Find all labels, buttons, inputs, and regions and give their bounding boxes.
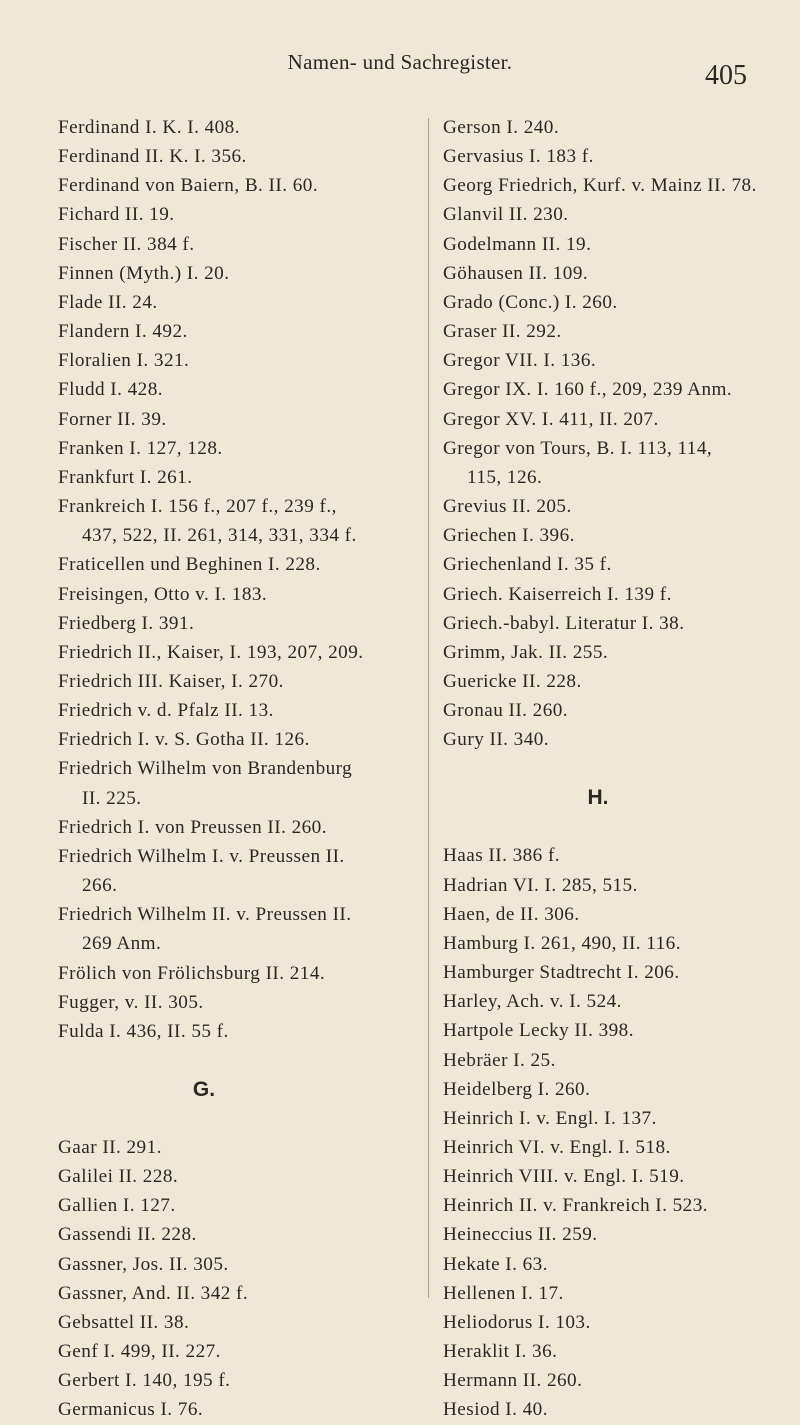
index-entry-continuation	[58, 521, 410, 550]
index-entry: Freisingen, Otto v. I. 183.	[58, 583, 268, 605]
index-entry: Fichard II. 19.	[58, 204, 175, 226]
index-entry-continuation	[58, 929, 410, 958]
index-entry: Hamburger Stadtrecht I. 206.	[443, 962, 680, 984]
index-entry: Hermann II. 260.	[443, 1370, 583, 1392]
index-entry: Friedrich II., Kaiser, I. 193, 207, 209.	[58, 641, 364, 663]
index-entry: Flade II. 24.	[58, 291, 158, 313]
index-section-g-continued	[443, 113, 798, 754]
index-entry: Friedrich v. d. Pfalz II. 13.	[58, 700, 274, 722]
index-entry: Haen, de II. 306.	[443, 903, 580, 925]
index-entry: Gregor VII. I. 136.	[443, 350, 597, 372]
index-entry: Grimm, Jak. II. 255.	[443, 641, 609, 663]
index-entry: Gassendi II. 228.	[58, 1224, 197, 1246]
index-entry: Gallien I. 127.	[58, 1195, 176, 1217]
index-entry: Friedrich Wilhelm von Brandenburg	[58, 758, 353, 780]
index-entry-continuation	[58, 784, 410, 813]
index-entry-continuation	[443, 463, 798, 492]
index-entry: Heinrich VIII. v. Engl. I. 519.	[443, 1166, 685, 1188]
index-entry: Fugger, v. II. 305.	[58, 991, 204, 1013]
right-column	[443, 113, 798, 1425]
index-entry: Grado (Conc.) I. 260.	[443, 291, 618, 313]
index-entry: Gervasius I. 183 f.	[443, 146, 594, 168]
index-entry: Gury II. 340.	[443, 729, 550, 751]
left-column	[58, 113, 410, 1425]
index-entry: Glanvil II. 230.	[443, 204, 569, 226]
index-entry: Heidelberg I. 260.	[443, 1078, 591, 1100]
index-entry: Finnen (Myth.) I. 20.	[58, 262, 230, 284]
section-heading-g: G.	[192, 1078, 216, 1101]
index-entry-continuation	[58, 871, 410, 900]
index-entry: Gassner, Jos. II. 305.	[58, 1253, 229, 1275]
index-entry: Fludd I. 428.	[58, 379, 163, 401]
index-entry: Griech.-babyl. Literatur I. 38.	[443, 612, 685, 634]
index-entry: Fraticellen und Beghinen I. 228.	[58, 554, 321, 576]
index-entry: Forner II. 39.	[58, 408, 167, 430]
index-entry: Georg Friedrich, Kurf. v. Mainz II. 78.	[443, 175, 757, 197]
index-entry: Grevius II. 205.	[443, 496, 572, 518]
index-entry: Hellenen I. 17.	[443, 1282, 564, 1304]
index-entry: Frölich von Frölichsburg II. 214.	[58, 962, 326, 984]
index-entry: Genf I. 499, II. 227.	[58, 1341, 221, 1363]
index-entry: Hesiod I. 40.	[443, 1399, 548, 1421]
index-entry: Heraklit I. 36.	[443, 1341, 558, 1363]
continuation-text: 437, 522, II. 261, 314, 331, 334 f.	[82, 525, 357, 547]
index-entry: Germanicus I. 76.	[58, 1399, 204, 1421]
index-entry: Galilei II. 228.	[58, 1166, 179, 1188]
index-entry: Heinrich VI. v. Engl. I. 518.	[443, 1137, 671, 1158]
continuation-text: 269 Anm.	[82, 933, 162, 955]
index-entry: Ferdinand von Baiern, B. II. 60.	[58, 175, 319, 197]
index-entry: Friedrich Wilhelm I. v. Preussen II.	[58, 845, 345, 867]
index-entry: Griech. Kaiserreich I. 139 f.	[443, 583, 672, 605]
index-entry: Hadrian VI. I. 285, 515.	[443, 874, 638, 896]
index-entry: Gaar II. 291.	[58, 1137, 162, 1158]
index-entry: Fulda I. 436, II. 55 f.	[58, 1020, 229, 1042]
index-entry: Franken I. 127, 128.	[58, 437, 223, 459]
index-entry: Friedberg I. 391.	[58, 612, 195, 634]
index-entry: Gronau II. 260.	[443, 700, 569, 722]
index-entry: Griechenland I. 35 f.	[443, 554, 612, 576]
index-entry: Ferdinand II. K. I. 356.	[58, 146, 247, 168]
index-section-f	[58, 113, 410, 1046]
index-entry: Heinrich I. v. Engl. I. 137.	[443, 1107, 657, 1129]
continuation-text: II. 225.	[82, 787, 142, 809]
index-entry: Hekate I. 63.	[443, 1253, 548, 1275]
index-entry: Haas II. 386 f.	[443, 845, 561, 867]
index-entry: Frankreich I. 156 f., 207 f., 239 f.,	[58, 496, 337, 518]
page-number: 405	[705, 60, 747, 91]
column-divider	[428, 118, 429, 1298]
index-entry: Gerbert I. 140, 195 f.	[58, 1370, 231, 1392]
index-entry: Gregor von Tours, B. I. 113, 114,	[443, 437, 713, 459]
index-entry: Harley, Ach. v. I. 524.	[443, 991, 622, 1013]
index-entry: Frankfurt I. 261.	[58, 466, 193, 488]
index-entry: Friedrich Wilhelm II. v. Preussen II.	[58, 904, 352, 926]
index-entry: Heliodorus I. 103.	[443, 1311, 591, 1333]
index-entry: Griechen I. 396.	[443, 525, 575, 547]
index-entry: Hamburg I. 261, 490, II. 116.	[443, 932, 681, 954]
index-entry: Gassner, And. II. 342 f.	[58, 1282, 249, 1304]
index-entry: Graser II. 292.	[443, 321, 562, 343]
index-entry: Göhausen II. 109.	[443, 262, 589, 284]
index-entry: Heinrich II. v. Frankreich I. 523.	[443, 1195, 709, 1217]
index-entry: Gregor XV. I. 411, II. 207.	[443, 408, 659, 430]
section-heading-h: H.	[587, 786, 609, 810]
index-entry: Hebräer I. 25.	[443, 1049, 556, 1071]
page-header-title: Namen- und Sachregister.	[287, 50, 513, 74]
index-section-h	[443, 841, 798, 1424]
index-entry: Guericke II. 228.	[443, 670, 582, 692]
index-entry: Gregor IX. I. 160 f., 209, 239 Anm.	[443, 379, 733, 401]
index-entry: Godelmann II. 19.	[443, 233, 592, 255]
index-entry: Friedrich I. von Preussen II. 260.	[58, 816, 327, 838]
continuation-text: 266.	[82, 875, 118, 897]
index-entry: Hartpole Lecky II. 398.	[443, 1020, 634, 1042]
index-entry: Fischer II. 384 f.	[58, 233, 195, 255]
index-entry: Floralien I. 321.	[58, 350, 190, 372]
index-entry: Flandern I. 492.	[58, 321, 188, 343]
index-entry: Ferdinand I. K. I. 408.	[58, 117, 240, 138]
index-entry: Friedrich III. Kaiser, I. 270.	[58, 670, 284, 692]
index-section-g	[58, 1133, 410, 1425]
continuation-text: 115, 126.	[467, 466, 543, 488]
index-entry: Gerson I. 240.	[443, 117, 560, 138]
index-entry: Heineccius II. 259.	[443, 1224, 598, 1246]
index-entry: Gebsattel II. 38.	[58, 1311, 190, 1333]
index-entry: Friedrich I. v. S. Gotha II. 126.	[58, 729, 310, 751]
